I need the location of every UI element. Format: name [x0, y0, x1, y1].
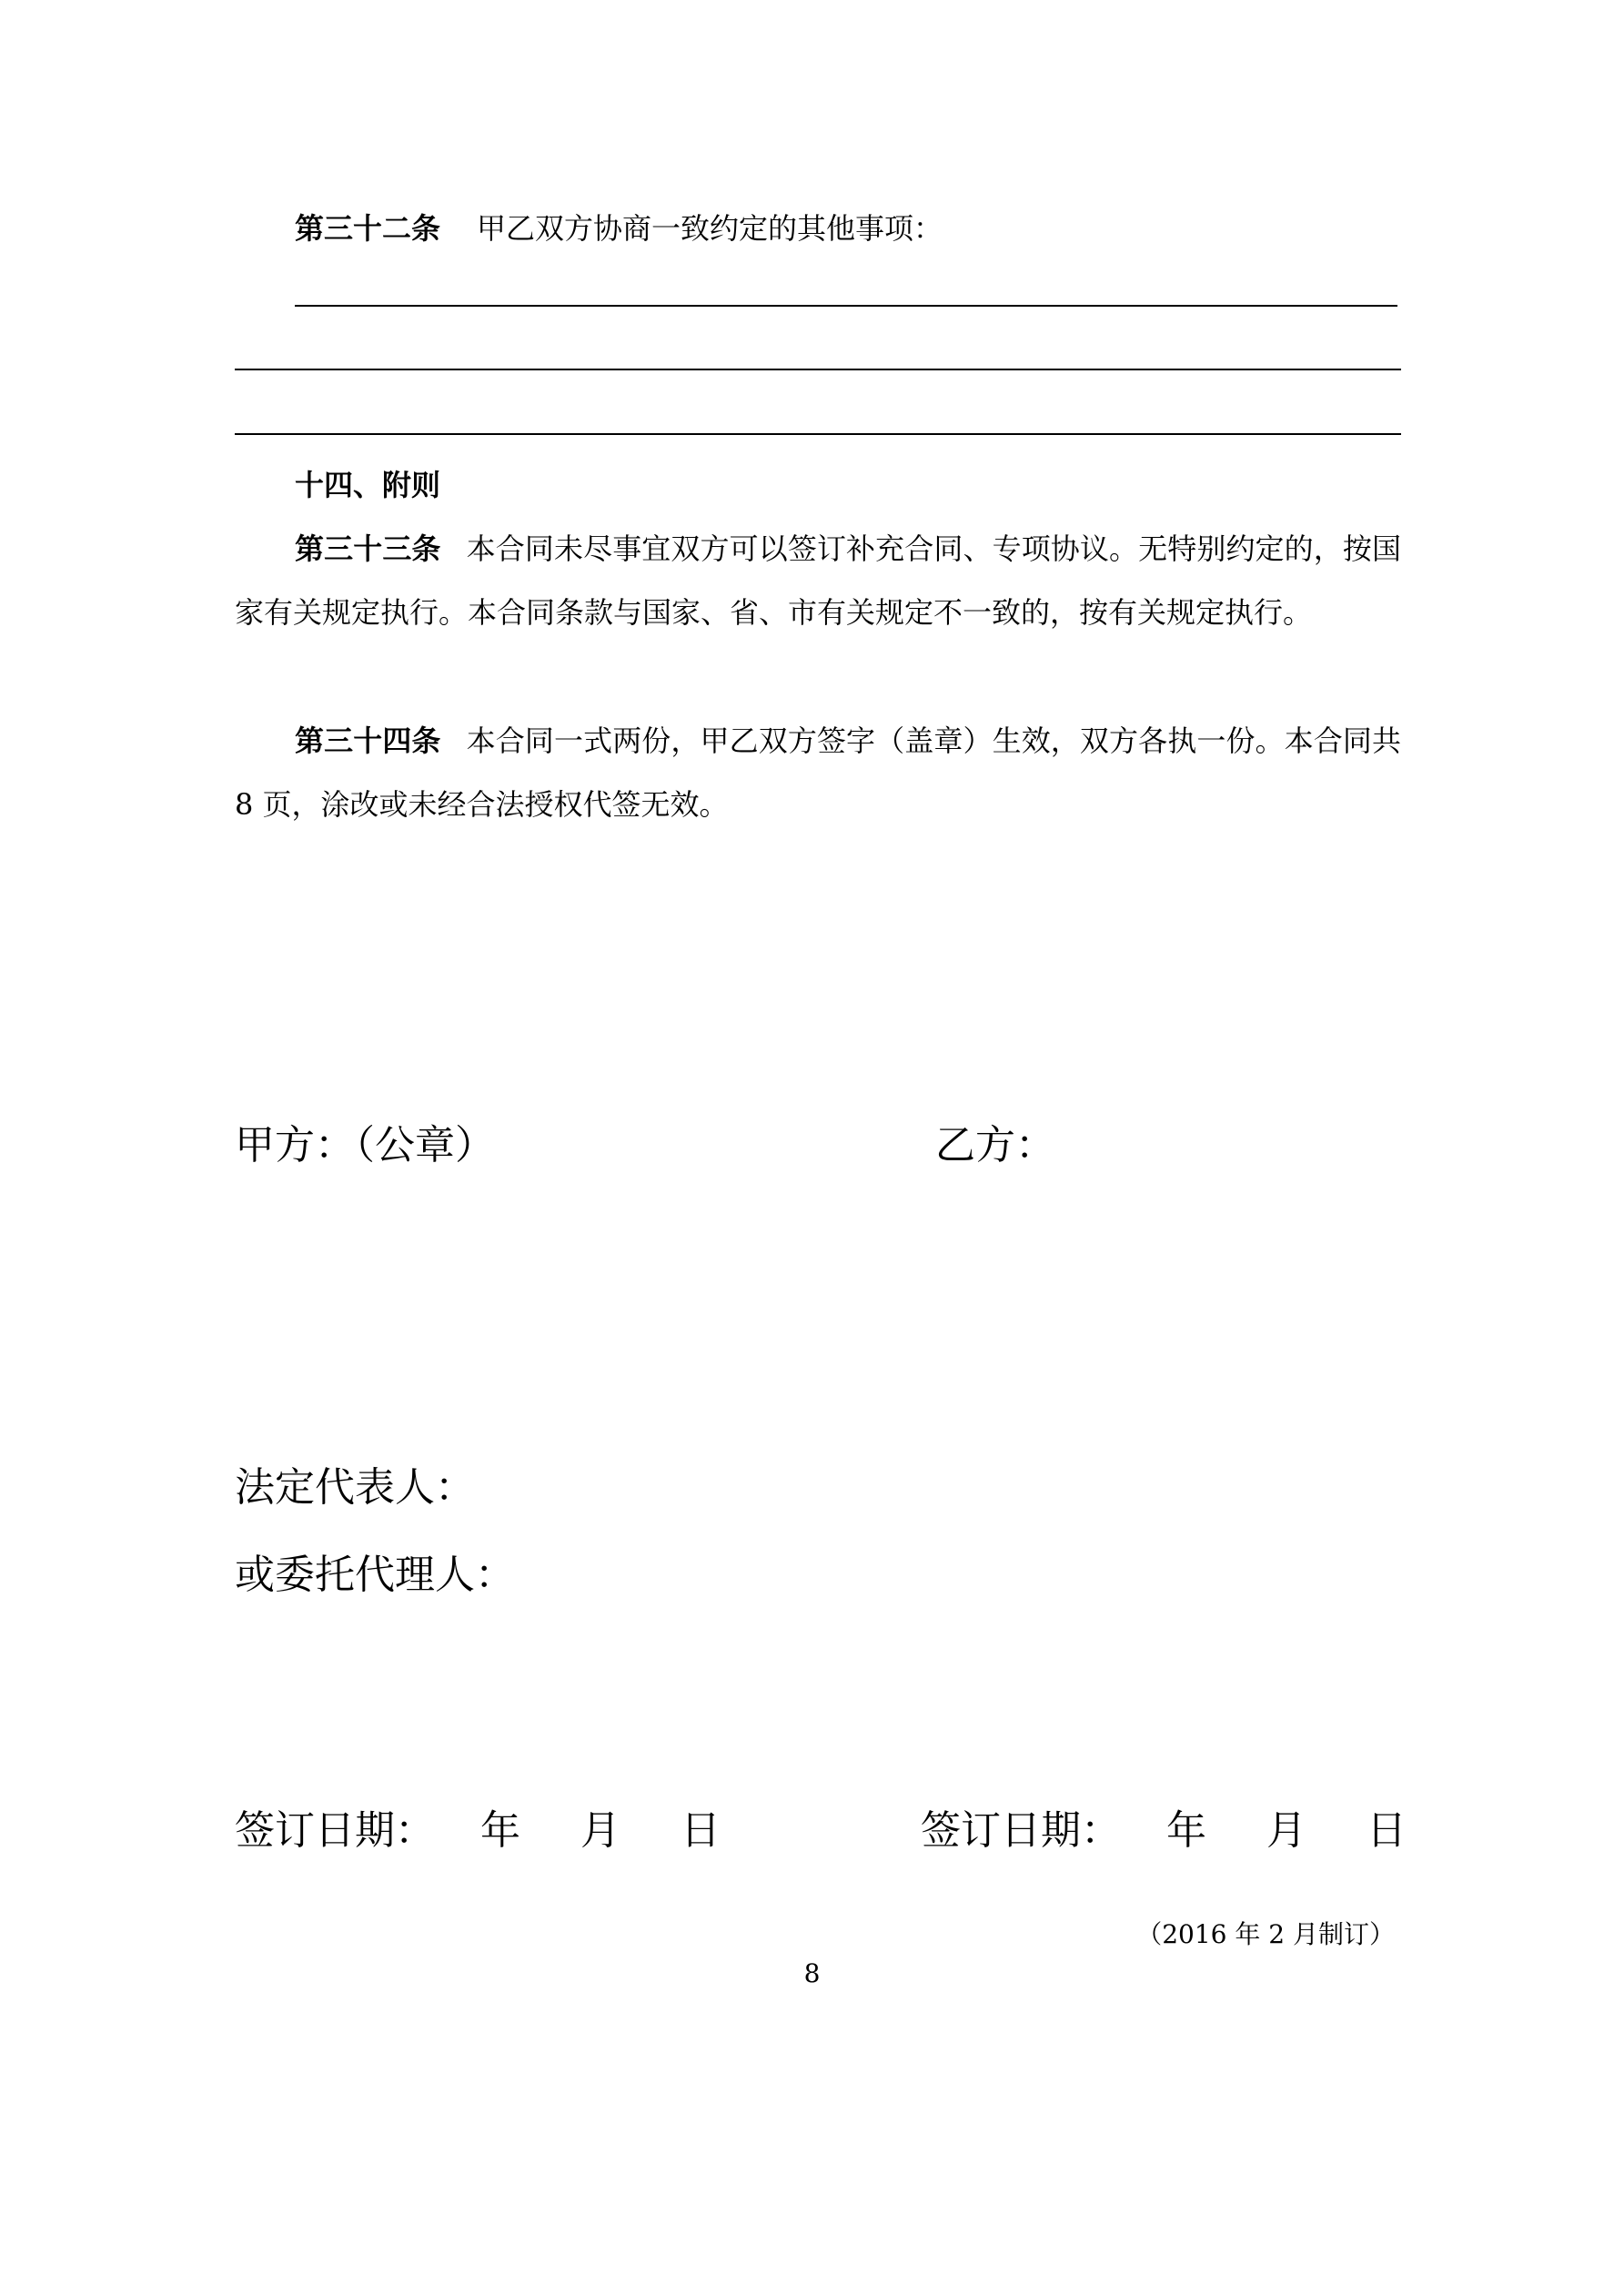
signing-date-a	[235, 1797, 721, 1856]
fill-in-line-2	[235, 369, 1401, 370]
page-number: 8	[803, 1958, 821, 1988]
signing-date-a-year: 年	[480, 1807, 520, 1854]
article-33-text: 本合同未尽事宜双方可以签订补充合同、专项协议。无特别约定的，按国家有关规定执行。本合同条款与国家、省、市有关规定不一致的，按有关规定执行。	[235, 531, 1401, 630]
signing-date-b-month: 月	[1266, 1807, 1306, 1854]
signing-date-b-year: 年	[1166, 1807, 1206, 1854]
signing-date-b-day: 日	[1367, 1807, 1407, 1854]
signing-date-b-label: 签订日期：	[921, 1807, 1121, 1854]
party-b-label: 乙方：	[935, 1122, 1055, 1168]
article-34-title: 第三十四条	[295, 723, 441, 758]
revision-note: （2016 年 2 月制订）	[1136, 1919, 1395, 1949]
article-32	[295, 197, 943, 260]
authorized-agent-label: 或委托代理人：	[235, 1552, 515, 1598]
article-33	[235, 517, 1401, 644]
article-34	[235, 709, 1401, 836]
signing-date-b	[921, 1797, 1407, 1856]
party-a-label: 甲方：（公章）	[235, 1122, 495, 1168]
section-14-heading: 十四、附则	[295, 468, 441, 502]
signing-date-a-month: 月	[580, 1807, 620, 1854]
article-32-title: 第三十二条	[295, 211, 441, 246]
signing-date-a-day: 日	[681, 1807, 721, 1854]
fill-in-line-1	[295, 305, 1397, 307]
legal-representative-label: 法定代表人：	[235, 1464, 475, 1511]
article-33-title: 第三十三条	[295, 531, 441, 566]
article-32-text: 甲乙双方协商一致约定的其他事项：	[477, 211, 943, 246]
article-34-text: 本合同一式两份，甲乙双方签字（盖章）生效，双方各执一份。本合同共 8 页，涂改或未经合法授权代签无效。	[235, 723, 1401, 822]
fill-in-line-3	[235, 433, 1401, 435]
signing-date-a-label: 签订日期：	[235, 1807, 435, 1854]
